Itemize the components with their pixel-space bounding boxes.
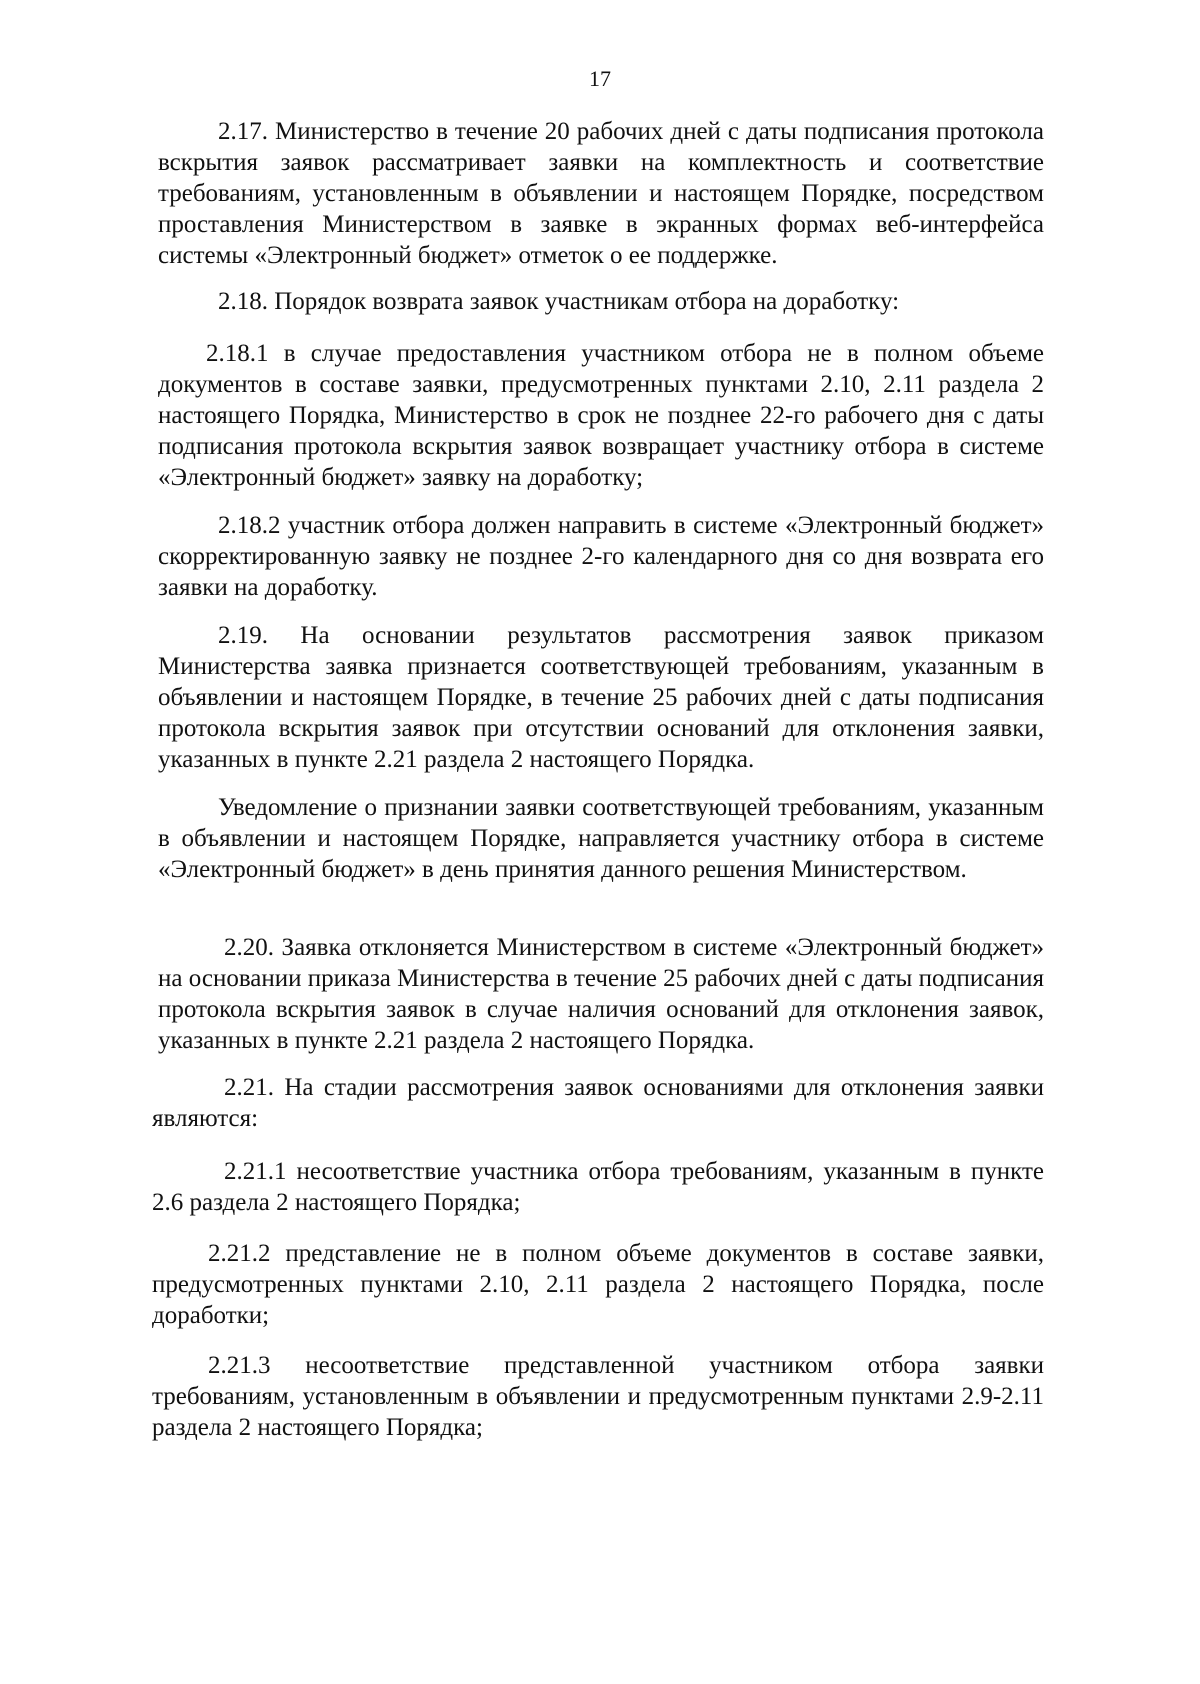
paragraph-2-20: 2.20. Заявка отклоняется Министерством в системе «Электронный бюджет» на основании приказа Министерства в течение 25 рабочих дней с даты подписания протокола вскрытия заявок в случае наличия оснований для отклонения заявок, указанных в пункте 2.21 раздела 2 настоящего Порядка. [158, 934, 1044, 1054]
paragraph-2-18-1: 2.18.1 в случае предоставления участником отбора не в полном объеме документов в составе заявки, предусмотренных пунктами 2.10, 2.11 раздела 2 настоящего Порядка, Министерство в срок не позднее 22-го рабочего дня с даты подписания протокола вскрытия заявок возвращает участнику отбора в системе «Электронный бюджет» заявку на доработку; [158, 340, 1044, 491]
paragraph-2-21-2: 2.21.2 представление не в полном объеме документов в составе заявки, предусмотренных пунктами 2.10, 2.11 раздела 2 настоящего Порядка, после доработки; [152, 1240, 1044, 1329]
page-number: 17 [589, 66, 611, 91]
paragraph-2-21-1: 2.21.1 несоответствие участника отбора требованиям, указанным в пункте 2.6 раздела 2 настоящего Порядка; [152, 1158, 1044, 1216]
paragraph-notification: Уведомление о признании заявки соответствующей требованиям, указанным в объявлении и настоящем Порядке, направляется участнику отбора в системе «Электронный бюджет» в день принятия данного решения Министерством. [158, 794, 1044, 883]
paragraph-2-21-3: 2.21.3 несоответствие представленной участником отбора заявки требованиям, установленным в объявлении и предусмотренным пунктами 2.9-2.11 раздела 2 настоящего Порядка; [152, 1352, 1044, 1441]
paragraph-2-19: 2.19. На основании результатов рассмотрения заявок приказом Министерства заявка признается соответствующей требованиям, указанным в объявлении и настоящем Порядке, в течение 25 рабочих дней с даты подписания протокола вскрытия заявок при отсутствии оснований для отклонения заявки, указанных в пункте 2.21 раздела 2 настоящего Порядка. [158, 622, 1044, 773]
paragraph-2-17: 2.17. Министерство в течение 20 рабочих дней с даты подписания протокола вскрытия заявок рассматривает заявки на комплектность и соответствие требованиям, установленным в объявлении и настоящем Порядке, посредством проставления Министерством в заявке в экранных формах веб-интерфейса системы «Электронный бюджет» отметок о ее поддержке. [158, 118, 1044, 269]
paragraph-2-18: 2.18. Порядок возврата заявок участникам отбора на доработку: [218, 288, 900, 315]
paragraph-2-21: 2.21. На стадии рассмотрения заявок основаниями для отклонения заявки являются: [152, 1074, 1044, 1132]
paragraph-2-18-2: 2.18.2 участник отбора должен направить в системе «Электронный бюджет» скорректированную заявку не позднее 2-го календарного дня со дня возврата его заявки на доработку. [158, 512, 1044, 601]
